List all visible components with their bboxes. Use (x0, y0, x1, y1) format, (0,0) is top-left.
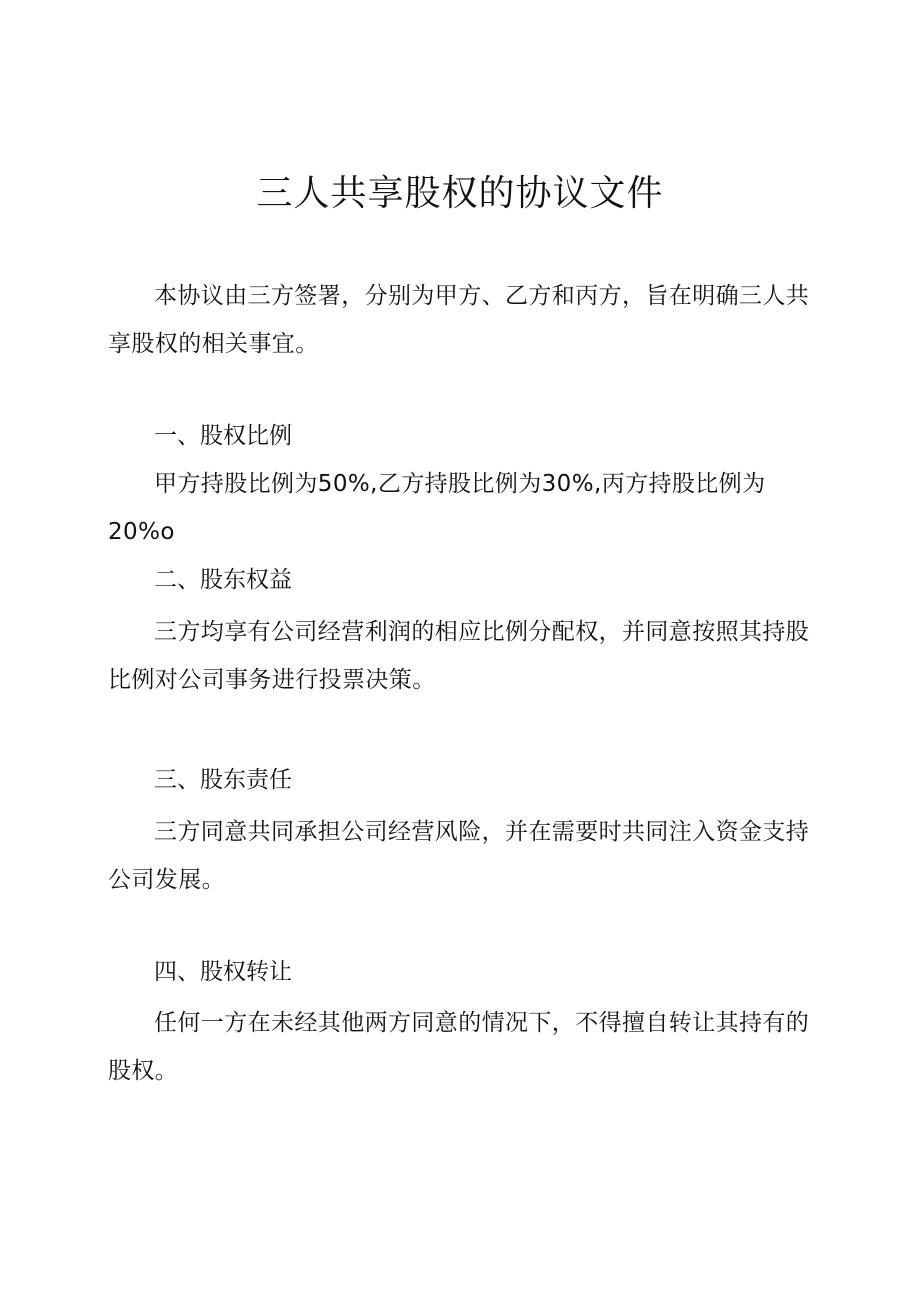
intro-paragraph: 本协议由三方签署，分别为甲方、乙方和丙方，旨在明确三人共享股权的相关事宜。 (108, 283, 810, 357)
document-title: 三人共享股权的协议文件 (256, 173, 664, 214)
section-heading-shareholder-rights: 二、股东权益 (154, 567, 292, 593)
section-body-equity-ratio: 甲方持股比例为50%,乙方持股比例为30%,丙方持股比例为20%o (108, 471, 766, 545)
section-body-equity-transfer: 任何一方在未经其他两方同意的情况下，不得擅自转让其持有的股权。 (108, 1010, 810, 1084)
section-body-shareholder-duties: 三方同意共同承担公司经营风险，并在需要时共同注入资金支持公司发展。 (108, 819, 810, 893)
section-heading-shareholder-duties: 三、股东责任 (154, 767, 292, 793)
section-heading-equity-transfer: 四、股权转让 (154, 959, 292, 985)
section-heading-equity-ratio: 一、股权比例 (154, 423, 292, 449)
section-body-shareholder-rights: 三方均享有公司经营利润的相应比例分配权，并同意按照其持股比例对公司事务进行投票决策。 (108, 619, 810, 693)
